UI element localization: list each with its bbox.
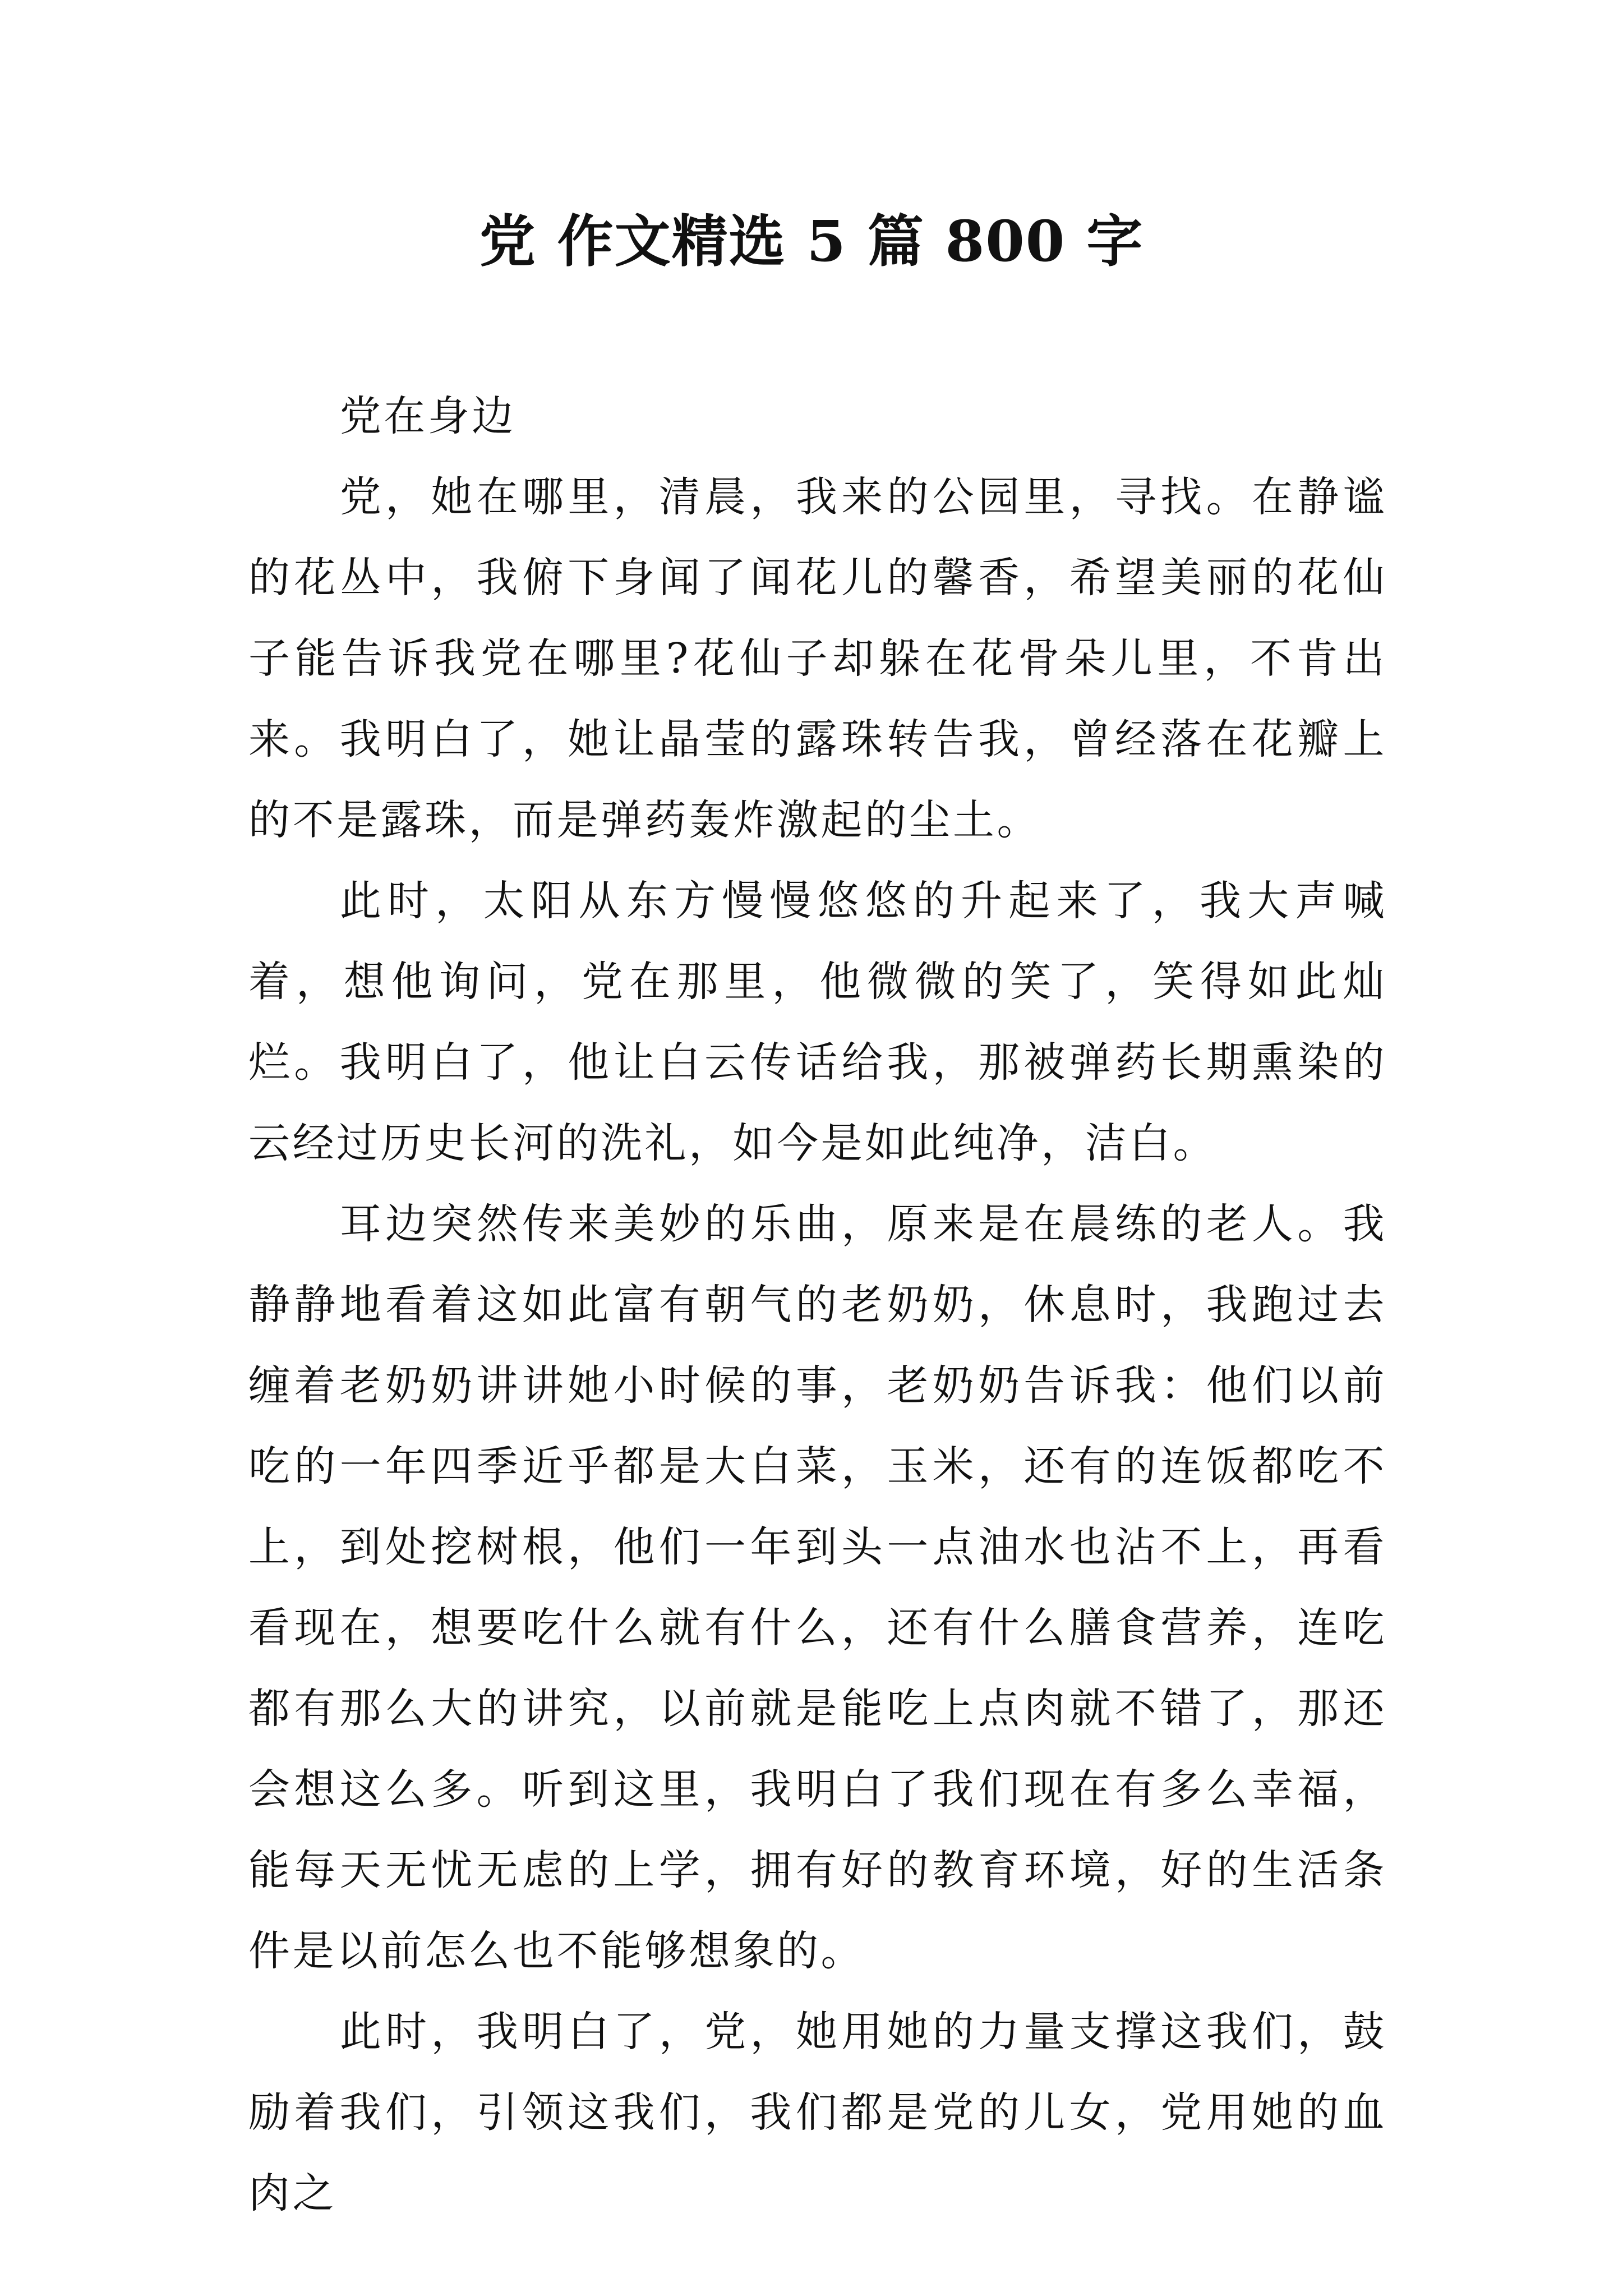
paragraph: 此时，太阳从东方慢慢悠悠的升起来了，我大声喊着，想他询问，党在那里，他微微的笑了，笑得如此灿烂。我明白了，他让白云传话给我，那被弹药长期熏染的云经过历史长河的洗礼，如今是如此纯净，洁白。 xyxy=(248,877,1387,1167)
paragraph-heading: 党在身边 xyxy=(339,392,516,440)
document-title: 党 作文精选 5 篇 800 字 xyxy=(479,208,1144,274)
document-body xyxy=(248,376,1387,2234)
paragraph: 耳边突然传来美妙的乐曲，原来是在晨练的老人。我静静地看着这如此富有朝气的老奶奶，休息时，我跑过去缠着老奶奶讲讲她小时候的事，老奶奶告诉我：他们以前吃的一年四季近乎都是大白菜，玉米，还有的连饭都吃不上，到处挖树根，他们一年到头一点油水也沾不上，再看看现在，想要吃什么就有什么，还有什么膳食营养，连吃都有那么大的讲究，以前就是能吃上点肉就不错了，那还会想这么多。听到这里，我明白了我们现在有多么幸福，能每天无忧无虑的上学，拥有好的教育环境，好的生活条件是以前怎么也不能够想象的。 xyxy=(248,1200,1387,1975)
paragraph: 此时，我明白了，党，她用她的力量支撑这我们，鼓励着我们，引领这我们，我们都是党的儿女，党用她的血肉之 xyxy=(248,2008,1387,2217)
paragraph: 党，她在哪里，清晨，我来的公园里，寻找。在静谧的花丛中，我俯下身闻了闻花儿的馨香，希望美丽的花仙子能告诉我党在哪里?花仙子却躲在花骨朵儿里，不肯出来。我明白了，她让晶莹的露珠转告我，曾经落在花瓣上的不是露珠，而是弹药轰炸激起的尘土。 xyxy=(248,473,1387,844)
